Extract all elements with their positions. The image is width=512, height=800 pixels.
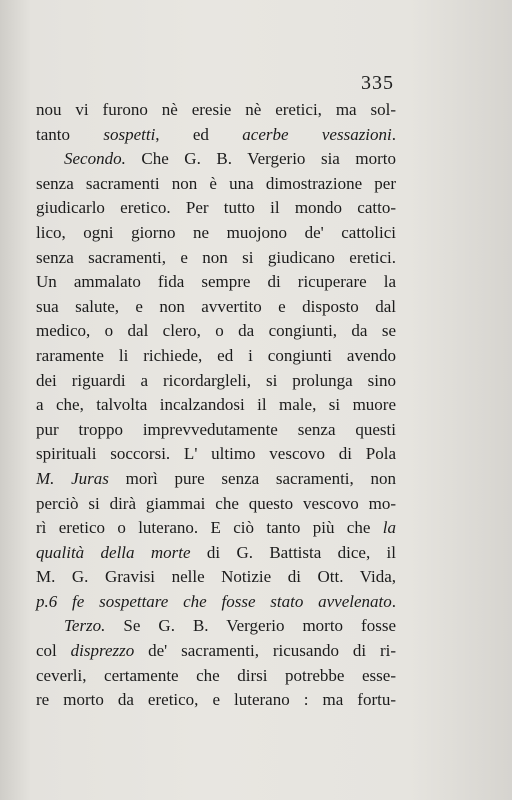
- text-run: spirituali soccorsi. L' ultimo vescovo di Pola: [36, 444, 396, 464]
- text-line: [36, 319, 396, 344]
- text-run: senza sacramenti, e non si giudicano eretici.: [36, 247, 396, 267]
- text-line: [36, 369, 396, 394]
- text-run: .: [391, 124, 397, 144]
- text-run: col: [36, 641, 71, 661]
- text-run: tanto: [36, 124, 104, 144]
- text-run: ceverli, certamente che dirsi potrebbe esse-: [36, 665, 396, 685]
- text-line: [36, 614, 396, 639]
- text-line: [36, 98, 396, 123]
- text-line: [36, 246, 396, 271]
- text-line: [36, 418, 396, 443]
- text-run: a che, talvolta incalzandosi il male, si muore: [36, 395, 396, 415]
- text-line: [36, 688, 396, 713]
- page-number: 335: [361, 72, 394, 94]
- italic-text: Secondo.: [64, 149, 126, 169]
- text-run: lico, ogni giorno ne muojono de' cattolici: [36, 222, 396, 242]
- text-run: M. G. Gravisi nelle Notizie di Ott. Vida,: [36, 567, 396, 587]
- text-run: , ed: [155, 124, 243, 144]
- text-run: nou vi furono nè eresie nè eretici, ma sol-: [36, 100, 396, 119]
- text-run: pur troppo imprevvedutamente senza questi: [36, 419, 396, 439]
- italic-text: p.6: [36, 591, 73, 611]
- text-run: morì pure senza sacramenti, non: [108, 468, 396, 488]
- text-run: di G. Battista dice, il: [190, 542, 396, 562]
- text-run: Un ammalato fida sempre di ricuperare la: [36, 272, 396, 292]
- text-run: de' sacramenti, ricusando di ri-: [134, 641, 396, 661]
- text-line: [36, 147, 396, 172]
- text-run: sua salute, e non avvertito e disposto dal: [36, 296, 396, 316]
- text-run: giudicarlo eretico. Per tutto il mondo catto-: [36, 198, 396, 218]
- text-line: [36, 590, 396, 615]
- text-line: [36, 565, 396, 590]
- italic-text: acerbe vessazioni: [242, 124, 392, 144]
- text-line: [36, 467, 396, 492]
- text-line: [36, 196, 396, 221]
- italic-text: M. Juras: [36, 468, 109, 488]
- text-run: raramente li richiede, ed i congiunti avendo: [36, 345, 396, 365]
- text-line: [36, 123, 396, 148]
- text-line: [36, 492, 396, 517]
- body-text: [36, 98, 396, 713]
- text-run: medico, o dal clero, o da congiunti, da se: [36, 321, 396, 341]
- text-line: [36, 344, 396, 369]
- italic-text: fe sospettare che fosse stato avvelenato: [72, 591, 392, 611]
- text-run: rì eretico o luterano. E ciò tanto più che: [36, 518, 383, 538]
- text-run: Se G. B. Vergerio morto fosse: [105, 616, 396, 636]
- text-run: senza sacramenti non è una dimostrazione per: [36, 173, 396, 193]
- text-run: re morto da eretico, e luterano : ma fortu-: [36, 690, 396, 710]
- text-line: [36, 639, 396, 664]
- text-line: [36, 393, 396, 418]
- text-line: [36, 516, 396, 541]
- italic-text: la: [382, 518, 396, 538]
- text-line: [36, 541, 396, 566]
- text-run: .: [391, 591, 396, 611]
- italic-text: sospetti: [103, 124, 156, 144]
- italic-text: qualità della morte: [36, 542, 191, 562]
- text-line: [36, 664, 396, 689]
- text-run: Che G. B. Vergerio sia morto: [125, 149, 396, 169]
- text-line: [36, 221, 396, 246]
- text-line: [36, 270, 396, 295]
- text-run: dei riguardi a ricordargleli, si prolunga sino: [36, 370, 396, 390]
- text-run: perciò si dirà giammai che questo vescovo mo-: [36, 493, 396, 513]
- text-line: [36, 442, 396, 467]
- italic-text: disprezzo: [70, 641, 135, 661]
- text-line: [36, 172, 396, 197]
- text-line: [36, 295, 396, 320]
- italic-text: Terzo.: [64, 616, 106, 636]
